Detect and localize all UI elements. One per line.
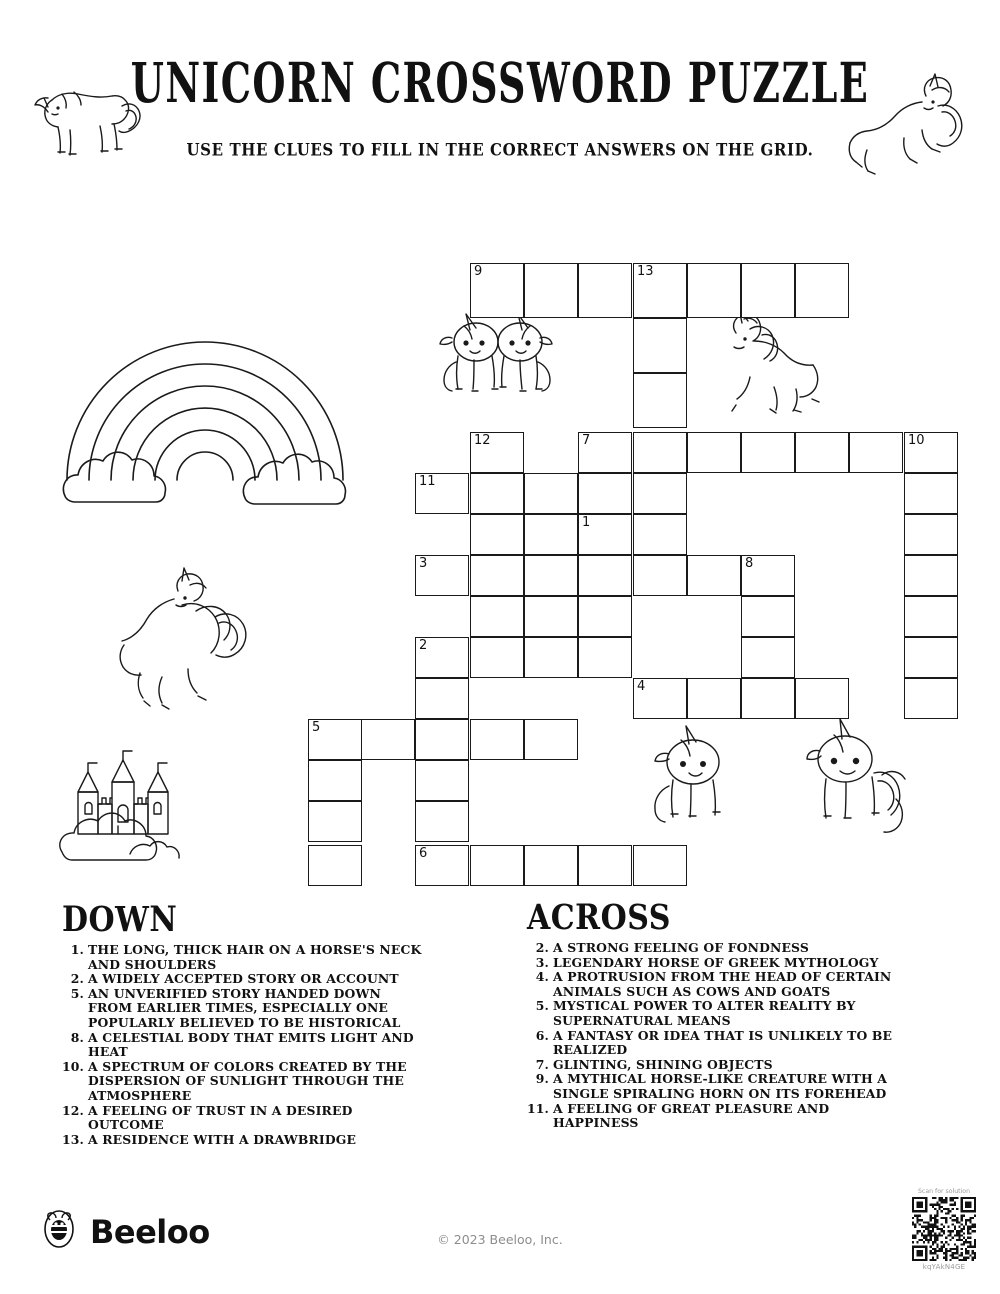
crossword-cell[interactable] [687,555,741,596]
down-clue-text: A FEELING OF TRUST IN A DESIRED OUTCOME [88,1102,353,1133]
qr-block [906,1188,982,1271]
crossword-cell[interactable] [524,263,578,318]
across-clue-text: GLINTING, SHINING OBJECTS [553,1056,773,1072]
down-clues-block [62,900,422,1147]
crossword-cell[interactable] [633,473,687,514]
crossword-cell[interactable] [904,473,958,514]
down-clue-text: A SPECTRUM OF COLORS CREATED BY THE DISPERSION OF SUNLIGHT THROUGH THE ATMOSPHERE [88,1058,407,1103]
down-clue-text: A CELESTIAL BODY THAT EMITS LIGHT AND HEAT [88,1029,414,1060]
crossword-cell[interactable] [633,678,687,719]
crossword-cell-number: 12 [474,433,491,448]
crossword-cell-number: 10 [908,433,925,448]
crossword-cell[interactable] [308,719,362,760]
down-clue-number: 8. [70,1029,84,1045]
crossword-cell[interactable] [741,432,795,473]
crossword-cell[interactable] [415,473,469,514]
qr-code-image[interactable] [912,1197,976,1261]
across-clue-list [527,941,907,1131]
across-clue-text: A STRONG FEELING OF FONDNESS [553,940,809,955]
down-clue-number: 1. [70,942,84,957]
crossword-cell[interactable] [415,719,469,760]
crossword-cell[interactable] [795,678,849,719]
crossword-cell[interactable] [470,514,524,555]
down-clue-item [62,1104,422,1133]
crossword-cell[interactable] [470,637,524,678]
across-clue-item [527,1058,907,1073]
across-clue-number: 11. [527,1100,550,1116]
down-heading: DOWN [62,900,178,941]
crossword-cell[interactable] [578,596,632,637]
across-clue-text: LEGENDARY HORSE OF GREEK MYTHOLOGY [553,954,879,970]
across-clue-item [527,941,907,956]
crossword-cell[interactable] [687,678,741,719]
crossword-cell[interactable] [795,432,849,473]
crossword-cell[interactable] [578,845,632,886]
crossword-cell-number: 6 [419,846,428,861]
crossword-cell[interactable] [578,263,632,318]
down-clue-item [62,943,422,972]
across-clue-number: 4. [535,969,549,985]
crossword-cell-number: 1 [582,515,591,530]
across-clue-item [527,1029,907,1058]
crossword-cell[interactable] [849,432,903,473]
crossword-cell[interactable] [687,432,741,473]
qr-caption: Scan for solution [918,1188,970,1195]
crossword-cell-number: 4 [637,679,646,694]
down-clue-text: A RESIDENCE WITH A DRAWBRIDGE [88,1131,357,1147]
across-clue-number: 9. [535,1071,549,1087]
down-clue-text: AN UNVERIFIED STORY HANDED DOWN FROM EARLIER TIMES, ESPECIALLY ONE POPULARLY BELIEVED TO BE HISTORICAL [88,985,401,1030]
crossword-cell[interactable] [415,760,469,801]
crossword-cell[interactable] [524,473,578,514]
crossword-cell[interactable] [741,263,795,318]
across-clue-text: A PROTRUSION FROM THE HEAD OF CERTAIN ANIMALS SUCH AS COWS AND GOATS [553,969,892,999]
crossword-cell[interactable] [741,596,795,637]
crossword-cell[interactable] [415,678,469,719]
across-clue-item [527,970,907,999]
down-clue-number: 2. [70,971,84,987]
crossword-cell[interactable] [578,473,632,514]
crossword-cell-number: 5 [312,720,321,735]
down-clue-item [62,972,422,987]
across-clue-text: MYSTICAL POWER TO ALTER REALITY BY SUPERNATURAL MEANS [553,998,856,1028]
crossword-cell[interactable] [633,318,687,373]
down-clue-text: THE LONG, THICK HAIR ON A HORSE'S NECK AND SHOULDERS [88,942,422,972]
across-clue-number: 6. [535,1027,549,1043]
crossword-cell[interactable] [308,801,362,842]
down-clue-number: 12. [62,1102,85,1118]
across-clue-item [527,1072,907,1101]
crossword-cell[interactable] [633,555,687,596]
across-clue-text: A FEELING OF GREAT PLEASURE AND HAPPINESS [553,1100,830,1131]
crossword-cell[interactable] [470,719,524,760]
down-clue-item [62,1133,422,1148]
crossword-cell[interactable] [524,555,578,596]
page-title: UNICORN CROSSWORD PUZZLE [130,52,870,116]
across-clue-item [527,1102,907,1131]
crossword-cell[interactable] [578,637,632,678]
crossword-cell[interactable] [633,514,687,555]
crossword-cell-number: 11 [419,474,436,489]
down-clue-number: 10. [62,1058,85,1074]
down-clue-text: A WIDELY ACCEPTED STORY OR ACCOUNT [88,971,399,987]
down-clue-item [62,1031,422,1060]
crossword-cell[interactable] [415,555,469,596]
down-clue-number: 5. [70,985,84,1001]
crossword-cell[interactable] [524,637,578,678]
crossword-cell[interactable] [524,719,578,760]
crossword-cell[interactable] [633,432,687,473]
brand-name: Beeloo [90,1212,210,1251]
crossword-cell[interactable] [470,555,524,596]
crossword-cell[interactable] [470,263,524,318]
crossword-cell[interactable] [470,596,524,637]
crossword-cell-number: 2 [419,638,428,653]
crossword-cell[interactable] [795,263,849,318]
crossword-cell[interactable] [687,263,741,318]
crossword-cell[interactable] [741,555,795,596]
crossword-cell[interactable] [904,432,958,473]
crossword-cell-number: 13 [637,264,654,279]
crossword-cell[interactable] [415,637,469,678]
crossword-cell[interactable] [904,678,958,719]
crossword-cell[interactable] [470,473,524,514]
crossword-cell[interactable] [308,760,362,801]
crossword-cell[interactable] [578,432,632,473]
crossword-cell[interactable] [904,514,958,555]
crossword-cell[interactable] [741,637,795,678]
across-heading: ACROSS [527,898,671,939]
crossword-cell[interactable] [904,637,958,678]
qr-id: kqYAkN4GE [922,1263,966,1271]
crossword-cell[interactable] [524,845,578,886]
across-clue-item [527,999,907,1028]
crossword-cell-number: 3 [419,556,428,571]
down-clue-item [62,987,422,1031]
across-clues-block [527,898,907,1131]
crossword-cell[interactable] [524,514,578,555]
down-clue-number: 13. [62,1131,85,1147]
crossword-cell[interactable] [524,596,578,637]
crossword-cell-number: 8 [745,556,754,571]
across-clue-number: 7. [535,1056,549,1072]
crossword-cell[interactable] [361,719,415,760]
crossword-cell[interactable] [578,514,632,555]
copyright-text: © 2023 Beeloo, Inc. [437,1232,563,1247]
crossword-cell[interactable] [741,678,795,719]
across-clue-number: 3. [535,954,549,970]
crossword-cell[interactable] [633,845,687,886]
crossword-cell[interactable] [904,596,958,637]
crossword-cell-number: 9 [474,264,483,279]
page-subtitle: USE THE CLUES TO FILL IN THE CORRECT ANSWERS ON THE GRID. [186,140,814,161]
across-clue-item [527,956,907,971]
crossword-cell[interactable] [904,555,958,596]
down-clue-item [62,1060,422,1104]
across-clue-number: 5. [535,998,549,1014]
crossword-cell[interactable] [415,801,469,842]
crossword-cell[interactable] [470,845,524,886]
crossword-cell-number: 7 [582,433,591,448]
crossword-cell[interactable] [470,432,524,473]
down-clue-list [62,943,422,1147]
crossword-cell[interactable] [415,845,469,886]
crossword-cell[interactable] [578,555,632,596]
across-clue-text: A FANTASY OR IDEA THAT IS UNLIKELY TO BE REALIZED [553,1027,893,1058]
across-clue-number: 2. [535,940,549,955]
across-clue-text: A MYTHICAL HORSE-LIKE CREATURE WITH A SINGLE SPIRALING HORN ON ITS FOREHEAD [553,1071,888,1101]
crossword-cell[interactable] [633,373,687,428]
crossword-cell[interactable] [308,845,362,886]
crossword-cell[interactable] [633,263,687,318]
